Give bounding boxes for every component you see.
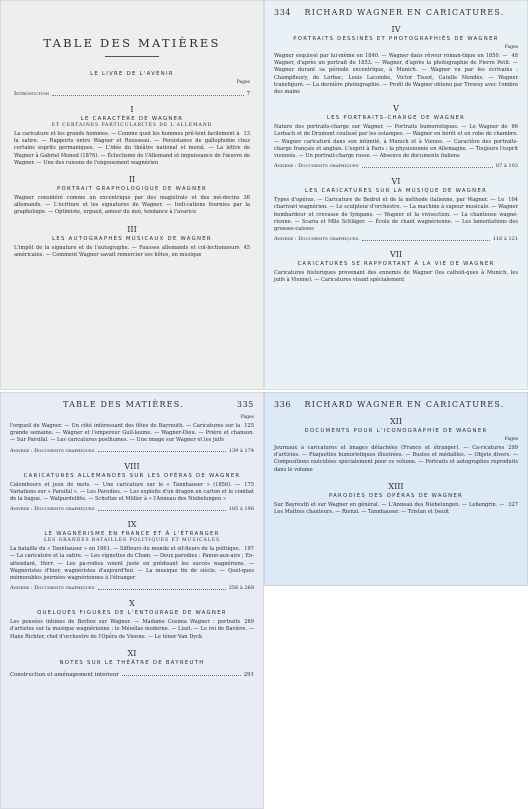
section-title: LE WAGNÉRISME EN FRANCE ET À L'ÉTRANGER <box>44 531 220 538</box>
entry-page: 36 <box>243 195 250 202</box>
running-title: RICHARD WAGNER EN CARICATURES. <box>304 8 505 17</box>
annexe-label: Annexe : Documents graphiques <box>10 506 95 513</box>
entry-page: 269 <box>244 619 254 626</box>
leader-dots <box>98 506 226 511</box>
leader-dots <box>122 672 241 677</box>
entry-text: L'impôt de la signature et de l'autographe. — Fausses allemands et col-lectionneurs américains. — Comment Wagner savait remercier ses hôtes, en musique <box>14 244 240 258</box>
entry-text: Construction et aménagement intérieur <box>10 671 119 678</box>
page-title: TABLE DES MATIÈRES <box>43 36 221 50</box>
toc-entry-section-10[interactable] <box>10 619 254 641</box>
toc-entry-section-13[interactable] <box>274 502 518 516</box>
toc-entry-section-9[interactable] <box>10 546 254 582</box>
running-title: TABLE DES MATIÈRES. <box>63 400 184 409</box>
entry-text: La bataille du « Tannhauser » en 1861. — Siffleurs du monde et sif-fleurs de la politique. — La caricature et la satire. — Les vignettes de Cham. — Deux parodies : Panne-aux-airs ; En-attendant, Herr. — Les pa-rodies voient juste en prédisant les succès wagnériens. — Wagnéristes d'hier, wagnéristes d'aujourd'hui. — La musique fin de siècle. — Quel-ques mémorables journées wagnériennes à l'étranger <box>10 546 254 582</box>
annexe-pages: 116 à 121 <box>492 236 518 243</box>
annexe-entry[interactable] <box>274 236 518 242</box>
section-number: X <box>129 599 135 609</box>
introduction-label: Introduction <box>14 91 50 97</box>
running-title: RICHARD WAGNER EN CARICATURES. <box>304 400 505 409</box>
annexe-pages: 256 à 268 <box>228 585 254 592</box>
page-number: 336 <box>274 400 292 409</box>
page-number: 335 <box>236 400 254 409</box>
annexe-entry[interactable] <box>10 585 254 591</box>
section-number: I <box>130 105 134 114</box>
section-title: DOCUMENTS POUR L'ICONOGRAPHIE DE WAGNER <box>304 428 488 434</box>
entry-page: 197 <box>244 546 254 553</box>
entry-text: Caricatures historiques provenant des ennemis de Wagner (les catholi-ques à Munich, les juifs à Vienne). — Caricatures visant spécialement <box>274 270 518 284</box>
section-title: LES PORTRAITS-CHARGE DE WAGNER <box>326 115 466 122</box>
toc-entry-introduction[interactable] <box>14 91 250 97</box>
part-title: LE LIVRE DE L'AVENIR <box>90 71 174 77</box>
annexe-pages: 185 à 196 <box>228 506 254 513</box>
entry-page: 175 <box>244 481 254 488</box>
toc-entry-section-6[interactable] <box>274 197 518 233</box>
annexe-pages: 139 à 174 <box>228 447 254 454</box>
entry-page: 125 <box>244 423 254 429</box>
annexe-label: Annexe : Documents graphiques <box>274 236 359 243</box>
pages-label: Pages <box>504 437 518 442</box>
section-title: PARODIES DES OPÉRAS DE WAGNER <box>328 492 464 499</box>
annexe-label: Annexe : Documents graphiques <box>10 585 95 592</box>
running-head <box>10 400 254 409</box>
leader-dots <box>98 585 226 590</box>
entry-text: Nature des portraits-charge sur Wagner. — Portraits humoristiques. — Le Wagner de Lorbach et de Drumont coulissé par les estampes. — Wagner en bérêt et en robe de chambre. — Wagner caricaturé dans son intimité, à Munich et à Vienne. — Caractère des portraits-charge français et anglais. L'esprit à Paris ; la physionomie en Allemagne. — Toujours l'esprit viennois. — Un portrait-charge russe. — Absence de documents italiens <box>274 124 518 160</box>
section-number: IX <box>127 520 137 530</box>
entry-page: 48 <box>511 53 518 59</box>
toc-entry-section-5[interactable] <box>274 124 518 160</box>
leader-dots <box>362 163 493 168</box>
annexe-entry[interactable] <box>274 163 518 169</box>
section-title: PORTRAIT GRAPHOLOGIQUE DE WAGNER <box>57 186 207 193</box>
page-336 <box>264 392 528 586</box>
pages-label: Pages <box>236 80 250 85</box>
page-335 <box>0 392 264 809</box>
section-number: VII <box>389 250 403 260</box>
toc-entry-section-1[interactable] <box>14 131 250 167</box>
entry-text: l'orgueil de Wagner. — Un côté intéressant des fêtes de Bayreuth. — Caricatures sur la grande semaine. — Wagner et l'empereur Guil-laume. — Wagner-Dieu. — Prière et chanson. — Sur Parsifal. — Les caricatures posthumes. — Une image sur Wagner et les juifs <box>10 423 254 444</box>
section-number: XII <box>389 417 402 426</box>
section-number: II <box>128 175 136 185</box>
toc-entry-section-8[interactable] <box>10 482 254 504</box>
page-number: 334 <box>274 8 292 17</box>
entry-text: Wagner considéré comme un excentrique par des magistrats et des mé-decins allemands. — L'écriture et les signatures de Wagner. — Indi-cations fournies par la graphologie. — Optimiste, orgueil, amour du moi, tendance à l'avarice <box>14 195 250 216</box>
toc-entry-section-2[interactable] <box>14 195 250 217</box>
toc-entry-section-11[interactable] <box>10 672 254 678</box>
section-number: IV <box>391 25 401 34</box>
annexe-entry[interactable] <box>10 448 254 454</box>
section-title: LES AUTOGRAPHES MUSICAUX DE WAGNER <box>52 235 212 242</box>
section-title: QUELQUES FIGURES DE L'ENTOURAGE DE WAGNER <box>37 610 227 617</box>
toc-entry-section-12[interactable] <box>274 445 518 474</box>
annexe-label: Annexe : Documents graphiques <box>274 163 359 170</box>
entry-text: La caricature et les grands hommes. — Comme quoi les hommes prê-tent facilement à la satire. — Rapports entre Wagner et Rousseau. — Persistance de gallophobie chez certains esprits germaniques. — L'idée du théâtre national et moral. — La lettre de Wagner à Gabriel Monod (1876). — Éclectisme de l'Allemand et impuissance de l'œuvre de Wagner. — Une des raisons de l'engouement wagnérien <box>14 131 250 166</box>
section-title: NOTES SUR LE THÉÂTRE DE BAYREUTH <box>59 659 205 666</box>
toc-entry-section-7-continued[interactable] <box>10 423 254 445</box>
section-number: XIII <box>388 481 404 491</box>
entry-text: Wagner esquissé par lui-même en 1840. — Wagner dans rêveur roman-tique en 1850. — Wagner, d'après un portrait de 1853. — Wagner, d'après la photographie de Pierre Petit. — Wagner durant sa période excentrique, à Munich. — Wagner vu par les écrivains : Champfleury, de Lorbac, Louis Lacombe, Victor Tissot, Catulle Mendès. — Wagner transfiguré. — La dernière photographie. — Profil de Wagner obtenu par Trewey avec l'ombre des mains <box>274 53 518 96</box>
entry-text: Types d'opéras. — Caricature de Bedrol et de la méthode italienne, par Wagner. — Le charivari wagnérien. — Le sculpteur d'orchestre. — La machine à vapeur musicale. — Wagner bombardeur et crevasse de tympans. — Wagner et la vivisection. — La chanteuse wagné-rienne. — Scaria et Mlle Schläger. — École de chant wagnérienne. — Les lamentations des grosses-caisses <box>274 197 518 233</box>
section-number: V <box>393 104 399 114</box>
page-334 <box>264 0 528 390</box>
section-number: III <box>127 224 137 234</box>
section-title: CARICATURES SE RAPPORTANT À LA VIE DE WAGNER <box>297 261 495 268</box>
section-number: XI <box>127 648 137 658</box>
section-subtitle: ET CERTAINES PARTICULARITÉS DE L'ALLEMAND <box>51 123 213 128</box>
section-title: LES CARICATURES SUR LA MUSIQUE DE WAGNER <box>304 188 488 195</box>
page-table-des-matieres-1 <box>0 0 264 390</box>
title-rule <box>105 56 159 57</box>
pages-label: Pages <box>504 45 518 50</box>
running-head <box>274 8 518 17</box>
section-number: VI <box>391 177 401 187</box>
annexe-label: Annexe : Documents graphiques <box>10 447 95 454</box>
section-subtitle: LES GRANDES BATAILLES POLITIQUES ET MUSICALES <box>43 538 221 544</box>
entry-page: 66 <box>511 124 518 131</box>
section-title: CARICATURES ALLEMANDES SUR LES OPÉRAS DE WAGNER <box>23 472 241 479</box>
leader-dots <box>98 448 226 453</box>
toc-entry-section-7[interactable] <box>274 270 518 284</box>
annexe-entry[interactable] <box>10 506 254 512</box>
entry-text: Calembours et jeux de mots. — Une caricature sur le « Tannhauser » (1856). — Variations sur « Parsifal ». — Les Parodies. — Les exploits d'un dragon en carton et le combat de la bague. — Walpurdelitte. — Scholtze et Möller à « l'Anneau des Niebelungen » <box>10 481 254 503</box>
entry-page: 45 <box>243 244 250 251</box>
pages-label: Pages <box>240 415 254 420</box>
entry-page: 13 <box>243 131 250 137</box>
entry-text: Les pensées intimes de Berlioz sur Wagner. — Madame Cosima Wagner : portraits d'artistes sur la musique wagnérienne ; le Ménélas moderne. — Liszt. — Le roi de Bavière. — Hans Richter, chef d'orchestre de l'Opéra de Vienne. — Le ténor Van Dyck <box>10 619 254 640</box>
entry-text: Sur Bayreuth et sur Wagner en général. — L'Anneau des Niebelungen. — Lohengrin. — Les Maîtres chanteurs. — Rienzi. — Tannhauser. — Tristan et Iseult <box>274 501 505 516</box>
leader-dots <box>362 236 490 241</box>
leader-dots <box>52 91 243 96</box>
entry-page: 299 <box>508 445 518 451</box>
section-title: PORTRAITS DESSINÉS ET PHOTOGRAPHIÉS DE WAGNER <box>293 36 499 42</box>
section-number: VIII <box>124 461 140 471</box>
running-head <box>274 400 518 409</box>
toc-entry-section-3[interactable] <box>14 245 250 259</box>
entry-page: 104 <box>508 197 518 204</box>
entry-text: Journaux à caricatures et images détachées (France et étranger). — Ca-ricatures d'artistes. — Plaquettes humoristiques illustrées. — Bustes et médailles. — Objets divers. — Compositions exécutées spécialement pour ce volume. — Portraits et autographes reproduits dans le volume <box>274 445 518 473</box>
introduction-page: 7 <box>246 91 250 97</box>
entry-page: 327 <box>508 501 518 508</box>
annexe-pages: 87 à 103 <box>495 163 518 170</box>
section-title: LE CARACTÈRE DE WAGNER <box>80 116 184 122</box>
toc-entry-section-4[interactable] <box>274 53 518 96</box>
entry-page: 291 <box>243 671 254 678</box>
